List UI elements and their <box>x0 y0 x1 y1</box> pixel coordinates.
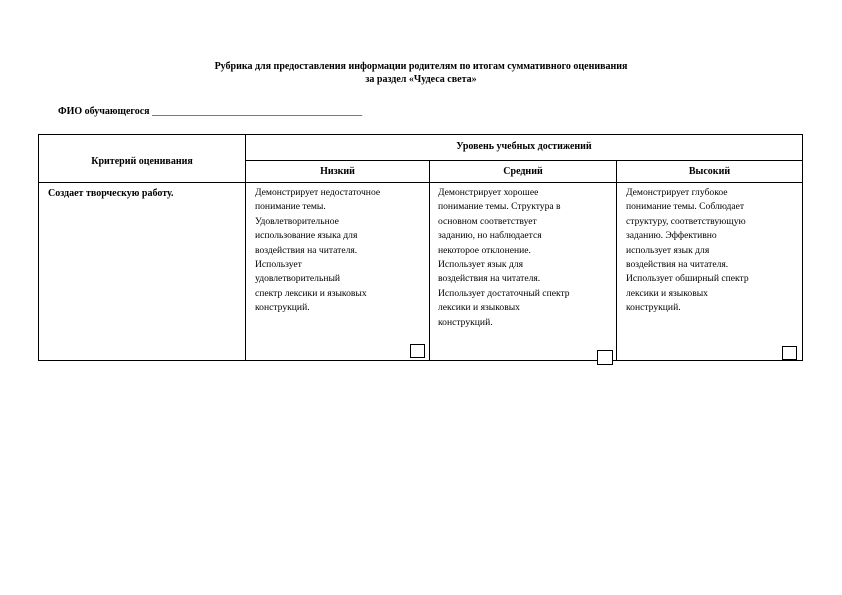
descriptor-line: воздействия на читателя. <box>626 259 729 271</box>
title-line-1: Рубрика для предоставления информации родителям по итогам суммативного оценивания <box>214 61 628 72</box>
descriptor-line: Использует <box>255 259 302 271</box>
descriptor-line: Демонстрирует недостаточное <box>255 187 381 198</box>
descriptor-line: удовлетворительный <box>255 273 341 285</box>
descriptor-line: конструкций. <box>438 316 493 328</box>
student-name-label: ФИО обучающегося <box>58 106 150 117</box>
document-title <box>0 60 842 86</box>
descriptor-line: Использует язык для <box>438 259 524 271</box>
descriptor-line: лексики и языковых <box>626 287 708 299</box>
descriptor-line: понимание темы. Структура в <box>438 201 561 213</box>
student-name-field <box>58 106 362 117</box>
level-high-header: Высокий <box>688 166 731 177</box>
level-low-header: Низкий <box>320 166 355 177</box>
descriptor-line: структуру, соответствующую <box>626 215 746 227</box>
descriptor-line: воздействия на читателя. <box>255 244 358 256</box>
descriptor-line: Демонстрирует глубокое <box>626 187 728 198</box>
descriptor-line: заданию, но наблюдается <box>438 230 542 242</box>
descriptor-line: Демонстрирует хорошее <box>438 187 539 198</box>
checkbox-mid[interactable] <box>597 350 613 365</box>
descriptor-line: использование языка для <box>255 230 358 242</box>
descriptor-line: заданию. Эффективно <box>626 230 717 242</box>
descriptor-mid <box>438 186 612 330</box>
descriptor-low <box>255 186 425 316</box>
divider-mid-high <box>616 160 617 360</box>
descriptor-line: Использует достаточный спектр <box>438 287 570 299</box>
descriptor-line: использует язык для <box>626 244 710 256</box>
descriptor-line: основном соответствует <box>438 215 537 227</box>
descriptor-line: некоторое отклонение. <box>438 244 531 256</box>
level-mid-header: Средний <box>503 166 543 177</box>
divider-level-header <box>245 160 802 161</box>
descriptor-line: Удовлетворительное <box>255 215 339 227</box>
title-line-2: за раздел «Чудеса света» <box>365 74 477 85</box>
descriptor-line: конструкций. <box>626 302 681 314</box>
divider-header-body <box>39 182 802 183</box>
level-header: Уровень учебных достижений <box>456 141 592 152</box>
descriptor-line: воздействия на читателя. <box>438 273 541 285</box>
student-name-blank[interactable]: __________________________________________ <box>152 106 363 117</box>
descriptor-line: понимание темы. <box>255 201 326 213</box>
descriptor-line: спектр лексики и языковых <box>255 287 367 299</box>
descriptor-high <box>626 186 798 316</box>
criterion-header: Критерий оценивания <box>91 156 193 167</box>
descriptor-line: понимание темы. Соблюдает <box>626 201 745 213</box>
checkbox-low[interactable] <box>410 344 425 358</box>
criterion-cell: Создает творческую работу. <box>48 188 174 199</box>
descriptor-line: конструкций. <box>255 302 310 314</box>
checkbox-high[interactable] <box>782 346 797 360</box>
descriptor-line: лексики и языковых <box>438 302 520 314</box>
descriptor-line: Использует обширный спектр <box>626 273 749 285</box>
divider-low-mid <box>429 160 430 360</box>
rubric-table <box>38 134 803 361</box>
